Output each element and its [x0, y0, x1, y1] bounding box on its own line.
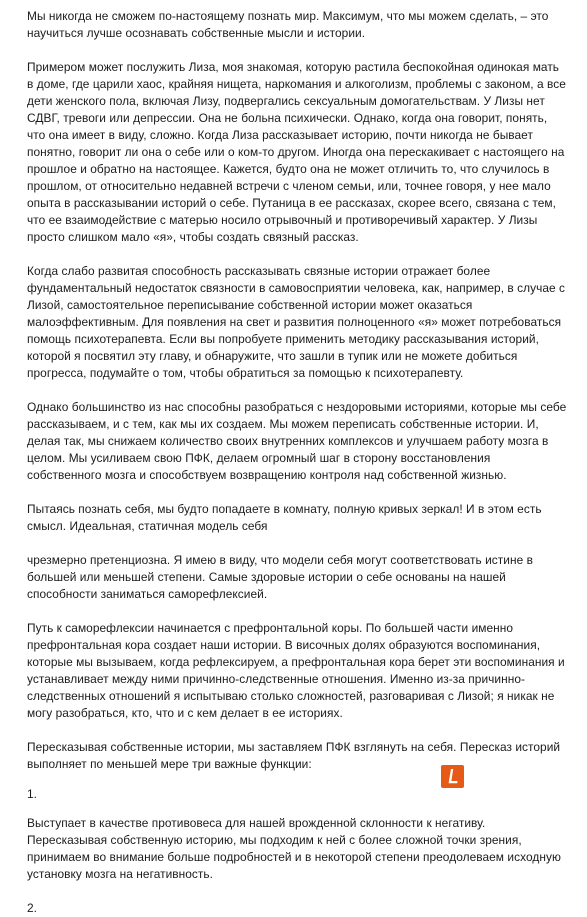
paragraph-retelling-functions: Пересказывая собственные истории, мы заставляем ПФК взглянуть на себя. Пересказ историй выполняет по меньшей мере три важные функции: [27, 740, 561, 771]
paragraph-prefrontal-cortex: Путь к саморефлексии начинается с префронтальной коры. По большей части именно префронтальная кора создает наши истории. В височных долях образуются воспоминания, которые мы вызываем, когда рефлексируем, а префронтальная кора берет эти воспоминания и устанавливает между ними причинно-следственные отношения. Именно из-за причинно-следственных отношений я испытываю столько сложностей, разговаривая с Лизой; я никак не могу разобраться, кто, что и с кем делает в ее историях. [27, 621, 565, 720]
paragraph-mirrors: Пытаясь познать себя, мы будто попадаете в комнату, полную кривых зеркал! И в этом есть смысл. Идеальная, статичная модель себя [27, 502, 542, 533]
paragraph-lisa-example: Примером может послужить Лиза, моя знакомая, которую растила беспокойная одинокая мать в доме, где царили хаос, крайняя нищета, наркомания и алкоголизм, проблемы с законом, а все дети женского пола, включая Лизу, подвергались сексуальным домогательствам. У Лизы нет СДВГ, тревоги или депрессии. Она не больна психически. Однако, когда она говорит, понять, что она имеет в виду, сложно. Когда Лиза рассказывает историю, почти никогда не бывает понятно, говорит ли она о себе или о ком-то другом. Иногда она перескакивает с настоящего на прошлое и обратно на настоящее. Кажется, будто она не может отличить то, что случилось в прошлом, от относительно недавней встречи с членом семьи, или, точнее говоря, у нее мало опыта в рассказывании историй о себе. Путаница в ее рассказах, скорее всего, связана с тем, что ее взаимодействие с матерью носило отрывочный и противоречивый характер. У Лизы просто слишком мало «я», чтобы создать связный рассказ. [27, 60, 566, 244]
list-number-1: 1. [27, 787, 38, 801]
list-number-2: 2. [27, 901, 38, 915]
paragraph-intro: Мы никогда не сможем по-настоящему познать мир. Максимум, что мы можем сделать, – это научиться лучше осознавать собственные мысли и истории. [27, 9, 549, 40]
paragraph-rewrite-stories: Однако большинство из нас способны разобраться с нездоровыми историями, которые мы себе рассказываем, и с тем, как мы их создаем. Мы можем переписать собственные истории. И, делая так, мы снижаем количество своих внутренних комплексов и улучшаем работу мозга в целом. Мы усиливаем свою ПФК, делаем огромный шаг в сторону восстановления собственного мозга и способствуем возвращению контроля над собственной жизнью. [27, 400, 567, 482]
paragraph-coherence: Когда слабо развитая способность рассказывать связные истории отражает более фундаментальный недостаток связности в самовосприятии человека, как, например, в случае с Лизой, самостоятельное переписывание собственной истории может оказаться малоэффективным. Для появления на свет и развития полноценного «я» может потребоваться помощь психотерапевта. Если вы попробуете применить методику рассказывания историй, которой я посвятил эту главу, и обнаружите, что зашли в тупик или не можете добиться прогресса, подумайте о том, чтобы обратиться за помощью к психотерапевту. [27, 264, 566, 380]
publisher-logo-icon [441, 765, 464, 788]
paragraph-function-1: Выступает в качестве противовеса для нашей врожденной склонности к негативу. Пересказывая собственную историю, мы подходим к ней с более сложной точки зрения, принимаем во внимание больше подробностей и в некоторой степени преодолеваем исходную установку мозга на негативность. [27, 816, 561, 881]
paragraph-self-models: чрезмерно претенциозна. Я имею в виду, что модели себя могут соответствовать истине в большей или меньшей степени. Самые здоровые истории о себе основаны на нашей способности заниматься саморефлексией. [27, 553, 533, 601]
